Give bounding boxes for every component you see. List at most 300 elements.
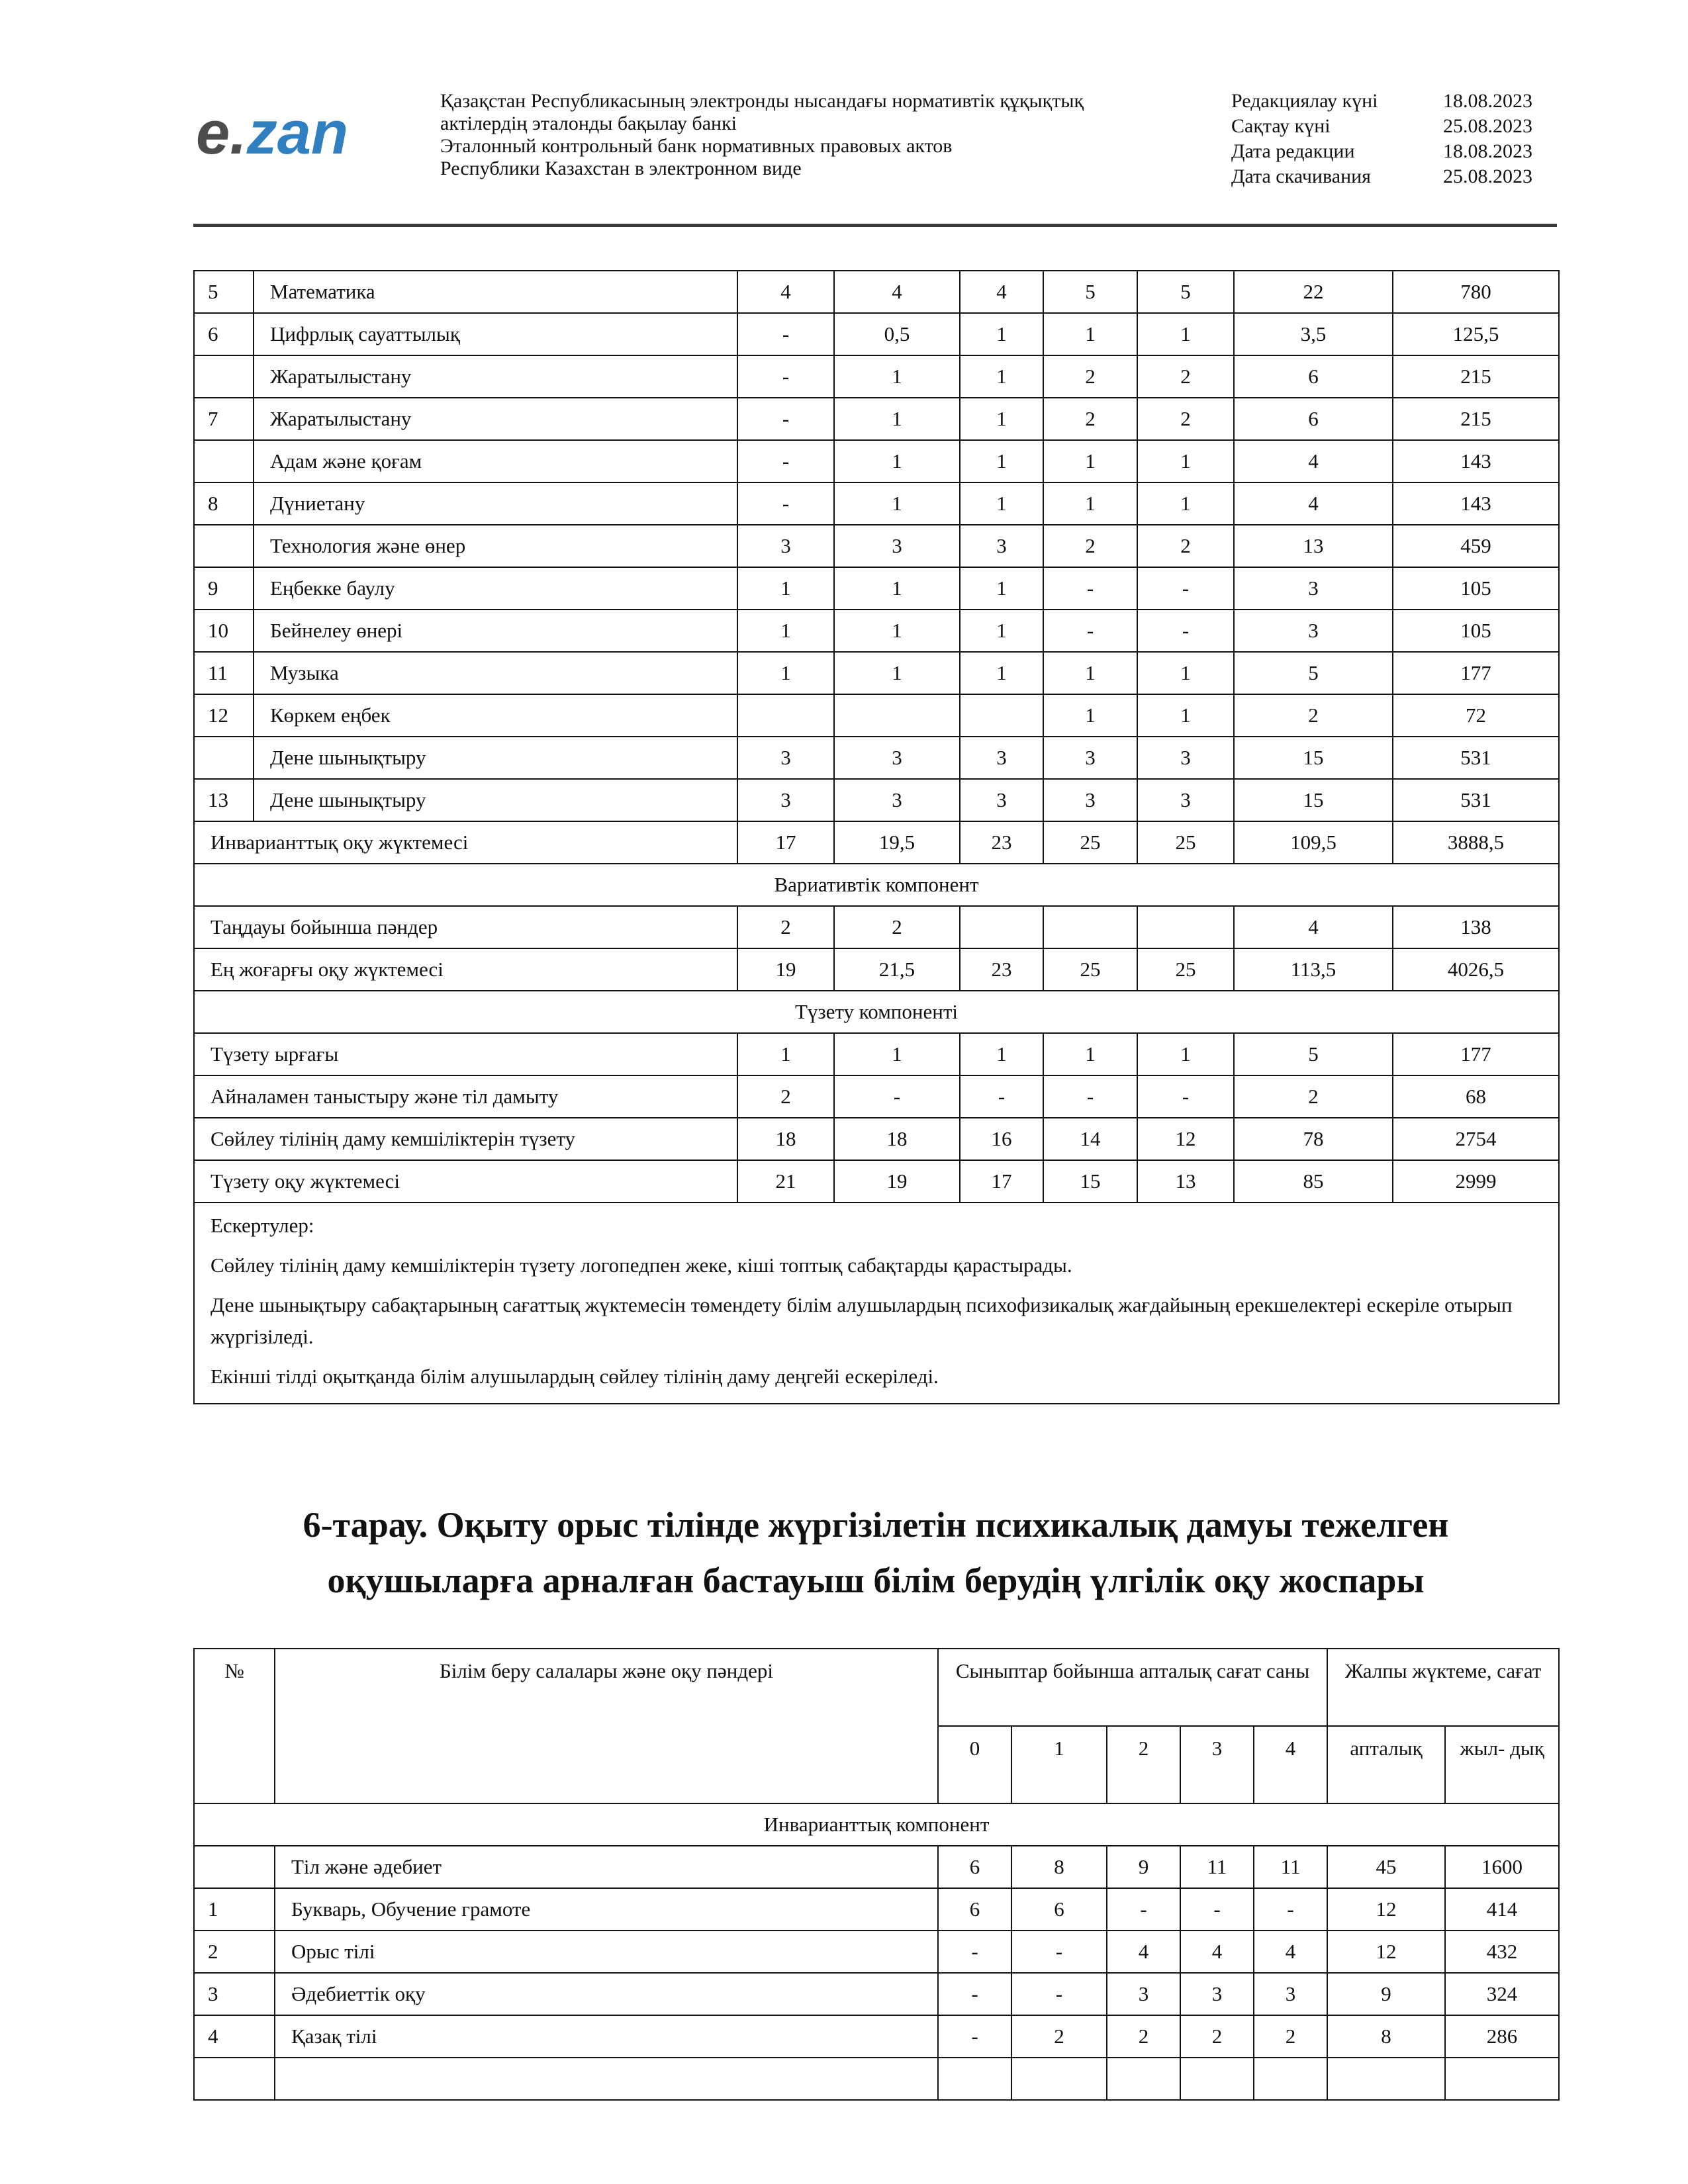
subject-cell: Технология және өнер [254, 525, 737, 567]
value-cell: 459 [1393, 525, 1559, 567]
value-cell: 19,5 [834, 821, 960, 864]
value-cell: 12 [1327, 1888, 1445, 1931]
value-cell: 2 [737, 906, 834, 948]
value-cell: 3888,5 [1393, 821, 1559, 864]
value-cell: 3 [1107, 1973, 1180, 2015]
section-title-line: 6-тарау. Оқыту орыс тілінде жүргізілетін психикалық дамуы тежелген [303, 1505, 1449, 1545]
value-cell: 105 [1393, 610, 1559, 652]
value-cell: 1 [834, 355, 960, 398]
value-cell: - [1137, 1075, 1234, 1118]
subject-cell: Музыка [254, 652, 737, 694]
value-cell: 215 [1393, 398, 1559, 440]
note-line: Сөйлеу тілінің даму кемшіліктерін түзету логопедпен жеке, кіші топтық сабақтарды қарастырады. [211, 1253, 1072, 1277]
ezan-logo [193, 99, 392, 172]
value-cell: - [1254, 1888, 1327, 1931]
value-cell: 1 [834, 1033, 960, 1075]
subject-cell: Адам және қоғам [254, 440, 737, 482]
header-divider [193, 224, 1557, 227]
row-number-cell: 5 [194, 271, 254, 313]
row-number-cell [194, 525, 254, 567]
value-cell: 4 [1234, 482, 1393, 525]
table-row [194, 1160, 1559, 1203]
value-cell: 1 [1043, 1033, 1137, 1075]
logo-e: e.zan [196, 99, 349, 167]
section-header-cell: Түзету компоненті [194, 991, 1559, 1033]
value-cell [834, 694, 960, 737]
value-cell: 1 [960, 567, 1043, 610]
value-cell: 5 [1137, 271, 1234, 313]
value-cell: - [1043, 1075, 1137, 1118]
row-number-cell [194, 737, 254, 779]
value-cell: 5 [1234, 652, 1393, 694]
value-cell: 72 [1393, 694, 1559, 737]
empty-cell [275, 2058, 938, 2100]
value-cell: 21,5 [834, 948, 960, 991]
value-cell: 85 [1234, 1160, 1393, 1203]
col-header-number: № [194, 1649, 275, 1803]
value-cell: 138 [1393, 906, 1559, 948]
total-label-cell: Сөйлеу тілінің даму кемшіліктерін түзету [194, 1118, 737, 1160]
value-cell: - [960, 1075, 1043, 1118]
subject-cell: Жаратылыстану [254, 398, 737, 440]
subject-cell: Орыс тілі [275, 1931, 938, 1973]
value-cell: 13 [1234, 525, 1393, 567]
meta-value: 25.08.2023 [1443, 115, 1532, 137]
meta-value: 18.08.2023 [1443, 140, 1532, 162]
value-cell: - [737, 482, 834, 525]
value-cell: 18 [834, 1118, 960, 1160]
value-cell [737, 694, 834, 737]
value-cell: 414 [1445, 1888, 1559, 1931]
header-line: Қазақстан Республикасының электронды нысандағы нормативтік құқықтық [440, 90, 1084, 112]
table-row [194, 864, 1559, 906]
table-row [194, 482, 1559, 525]
value-cell: 8 [1327, 2015, 1445, 2058]
col-header-grade: 4 [1254, 1726, 1327, 1803]
value-cell: 2 [1043, 398, 1137, 440]
value-cell: 23 [960, 948, 1043, 991]
value-cell: 143 [1393, 440, 1559, 482]
value-cell: 4 [1180, 1931, 1254, 1973]
value-cell: 9 [1327, 1973, 1445, 2015]
col-header-weekly-hours: Сыныптар бойынша апталық сағат саны [938, 1649, 1327, 1726]
row-number-cell: 2 [194, 1931, 275, 1973]
table-row [194, 1846, 1559, 1888]
table-row [194, 652, 1559, 694]
value-cell: 2 [737, 1075, 834, 1118]
col-header-total-load: Жалпы жүктеме, сағат [1327, 1649, 1559, 1726]
value-cell: 5 [1234, 1033, 1393, 1075]
value-cell: 19 [737, 948, 834, 991]
value-cell: 16 [960, 1118, 1043, 1160]
value-cell: 17 [737, 821, 834, 864]
meta-row [1231, 114, 1549, 139]
value-cell: - [1011, 1931, 1107, 1973]
header-dates [1231, 89, 1549, 189]
value-cell: 1 [834, 652, 960, 694]
table-row [194, 1033, 1559, 1075]
value-cell: 4 [960, 271, 1043, 313]
value-cell: 3 [960, 525, 1043, 567]
value-cell: 2 [1137, 398, 1234, 440]
value-cell: 1 [1043, 482, 1137, 525]
section-title-line: оқушыларға арналған бастауыш білім берудің үлгілік оқу жоспары [327, 1561, 1425, 1600]
value-cell: 3,5 [1234, 313, 1393, 355]
value-cell: 6 [1234, 355, 1393, 398]
value-cell: 143 [1393, 482, 1559, 525]
table-row [194, 440, 1559, 482]
total-label-cell: Түзету оқу жүктемесі [194, 1160, 737, 1203]
subject-cell: Қазақ тілі [275, 2015, 938, 2058]
value-cell: - [1137, 567, 1234, 610]
table-row [194, 1973, 1559, 2015]
value-cell: 1 [960, 440, 1043, 482]
col-header-weekly: апталық [1327, 1726, 1445, 1803]
value-cell: 9 [1107, 1846, 1180, 1888]
value-cell: 2 [1043, 355, 1137, 398]
notes-title: Ескертулер: [211, 1214, 314, 1237]
total-label-cell: Түзету ырғағы [194, 1033, 737, 1075]
value-cell: 3 [960, 737, 1043, 779]
value-cell: 25 [1043, 948, 1137, 991]
table-row [194, 779, 1559, 821]
value-cell: 3 [1180, 1973, 1254, 2015]
value-cell: 3 [960, 779, 1043, 821]
meta-label: Редакциялау күні [1231, 90, 1378, 112]
empty-cell [1254, 2058, 1327, 2100]
value-cell: 2 [1234, 694, 1393, 737]
value-cell: 14 [1043, 1118, 1137, 1160]
value-cell: 12 [1137, 1118, 1234, 1160]
value-cell: 432 [1445, 1931, 1559, 1973]
value-cell: 6 [1234, 398, 1393, 440]
value-cell: 1 [1137, 313, 1234, 355]
meta-value: 25.08.2023 [1443, 165, 1532, 187]
value-cell: 113,5 [1234, 948, 1393, 991]
value-cell: 215 [1393, 355, 1559, 398]
value-cell: - [737, 313, 834, 355]
table-row [194, 2015, 1559, 2058]
subject-cell: Дүниетану [254, 482, 737, 525]
value-cell: 3 [1137, 737, 1234, 779]
value-cell: 2 [1234, 1075, 1393, 1118]
value-cell: 3 [834, 779, 960, 821]
value-cell: 3 [737, 779, 834, 821]
value-cell: 1 [834, 610, 960, 652]
row-number-cell [194, 1846, 275, 1888]
value-cell: 780 [1393, 271, 1559, 313]
row-number-cell: 8 [194, 482, 254, 525]
value-cell: - [938, 1973, 1011, 2015]
value-cell: 1 [960, 610, 1043, 652]
meta-label: Дата скачивания [1231, 165, 1371, 187]
table-row [194, 567, 1559, 610]
value-cell: 68 [1393, 1075, 1559, 1118]
value-cell: 3 [1254, 1973, 1327, 2015]
value-cell: 1 [960, 482, 1043, 525]
value-cell: 2 [1137, 525, 1234, 567]
header-title-block [440, 90, 1084, 180]
note-line: Екінші тілді оқытқанда білім алушылардың сөйлеу тілінің даму деңгейі ескеріледі. [211, 1365, 939, 1388]
meta-label: Дата редакции [1231, 140, 1355, 162]
table-row [194, 313, 1559, 355]
value-cell: 1 [1043, 652, 1137, 694]
empty-cell [1445, 2058, 1559, 2100]
meta-row [1231, 139, 1549, 164]
value-cell: 25 [1137, 948, 1234, 991]
table-row [194, 398, 1559, 440]
value-cell: 4 [737, 271, 834, 313]
meta-row [1231, 164, 1549, 189]
table-row [194, 694, 1559, 737]
curriculum-table-russian-body [194, 1803, 1559, 2100]
meta-label: Сақтау күні [1231, 115, 1331, 137]
value-cell: 1 [1043, 440, 1137, 482]
subject-cell: Бейнелеу өнері [254, 610, 737, 652]
value-cell: 1 [737, 567, 834, 610]
value-cell: 15 [1234, 779, 1393, 821]
value-cell: 109,5 [1234, 821, 1393, 864]
total-label-cell: Ең жоғарғы оқу жүктемесі [194, 948, 737, 991]
value-cell: 2754 [1393, 1118, 1559, 1160]
value-cell: 1 [1137, 440, 1234, 482]
total-label-cell: Таңдауы бойынша пәндер [194, 906, 737, 948]
value-cell: 21 [737, 1160, 834, 1203]
note-line: Дене шынықтыру сабақтарының сағаттық жүктемесін төмендету білім алушылардың психофизикалық жағдайының ерекшелектері ескеріле отырып жүргізіледі. [211, 1293, 1513, 1348]
row-number-cell: 10 [194, 610, 254, 652]
value-cell: 2999 [1393, 1160, 1559, 1203]
col-header-yearly: жыл- дық [1445, 1726, 1559, 1803]
value-cell: 4 [1234, 906, 1393, 948]
value-cell: 3 [834, 525, 960, 567]
table-row [194, 948, 1559, 991]
value-cell: 1 [1137, 694, 1234, 737]
value-cell: 1600 [1445, 1846, 1559, 1888]
value-cell: 45 [1327, 1846, 1445, 1888]
value-cell: 13 [1137, 1160, 1234, 1203]
value-cell: 2 [1137, 355, 1234, 398]
row-number-cell: 7 [194, 398, 254, 440]
curriculum-table-body [194, 271, 1559, 1404]
value-cell: - [1011, 1973, 1107, 2015]
table-row [194, 737, 1559, 779]
value-cell: 1 [834, 567, 960, 610]
table-row [194, 1075, 1559, 1118]
row-number-cell: 4 [194, 2015, 275, 2058]
value-cell: 1 [1043, 694, 1137, 737]
empty-cell [938, 2058, 1011, 2100]
value-cell [1137, 906, 1234, 948]
table-row [194, 271, 1559, 313]
col-header-grade: 3 [1180, 1726, 1254, 1803]
total-label-cell: Инварианттық оқу жүктемесі [194, 821, 737, 864]
value-cell: 15 [1043, 1160, 1137, 1203]
subject-cell: Букварь, Обучение грамоте [275, 1888, 938, 1931]
value-cell: 18 [737, 1118, 834, 1160]
value-cell [960, 694, 1043, 737]
value-cell: 1 [1137, 652, 1234, 694]
section-title [193, 1497, 1558, 1608]
value-cell: 1 [1043, 313, 1137, 355]
value-cell: 1 [834, 482, 960, 525]
header-line: Республики Казахстан в электронном виде [440, 158, 802, 179]
value-cell: 8 [1011, 1846, 1107, 1888]
value-cell: 4 [834, 271, 960, 313]
value-cell: 11 [1254, 1846, 1327, 1888]
col-header-grade: 1 [1011, 1726, 1107, 1803]
subject-cell: Дене шынықтыру [254, 779, 737, 821]
value-cell: 125,5 [1393, 313, 1559, 355]
total-label-cell: Айналамен таныстыру және тіл дамыту [194, 1075, 737, 1118]
value-cell: 4 [1234, 440, 1393, 482]
col-header-subjects: Білім беру салалары және оқу пәндері [275, 1649, 938, 1803]
value-cell: 2 [834, 906, 960, 948]
table-row [194, 821, 1559, 864]
value-cell: 25 [1043, 821, 1137, 864]
value-cell: 2 [1180, 2015, 1254, 2058]
row-number-cell: 9 [194, 567, 254, 610]
value-cell: 177 [1393, 1033, 1559, 1075]
value-cell: 2 [1254, 2015, 1327, 2058]
value-cell: 11 [1180, 1846, 1254, 1888]
empty-cell [1180, 2058, 1254, 2100]
value-cell: 177 [1393, 652, 1559, 694]
curriculum-table-continued [193, 270, 1560, 1404]
value-cell: - [1107, 1888, 1180, 1931]
table-row [194, 525, 1559, 567]
value-cell: - [737, 398, 834, 440]
row-number-cell: 11 [194, 652, 254, 694]
value-cell: - [1043, 610, 1137, 652]
value-cell: 105 [1393, 567, 1559, 610]
table-row [194, 991, 1559, 1033]
table-row [194, 355, 1559, 398]
value-cell: 3 [1234, 610, 1393, 652]
value-cell: 2 [1011, 2015, 1107, 2058]
value-cell: 1 [737, 1033, 834, 1075]
value-cell: 19 [834, 1160, 960, 1203]
value-cell [960, 906, 1043, 948]
subject-cell: Тіл және әдебиет [275, 1846, 938, 1888]
value-cell: 3 [1137, 779, 1234, 821]
value-cell: 17 [960, 1160, 1043, 1203]
value-cell: 3 [1043, 779, 1137, 821]
value-cell: 1 [737, 610, 834, 652]
value-cell: 531 [1393, 737, 1559, 779]
empty-cell [194, 2058, 275, 2100]
value-cell: 1 [960, 313, 1043, 355]
value-cell: - [1180, 1888, 1254, 1931]
subject-cell: Цифрлық сауаттылық [254, 313, 737, 355]
row-number-cell [194, 440, 254, 482]
header-line: актілердің эталонды бақылау банкі [440, 113, 737, 134]
row-number-cell: 3 [194, 1973, 275, 2015]
table-row [194, 1888, 1559, 1931]
curriculum-table-russian [193, 1648, 1560, 2101]
value-cell: 3 [1043, 737, 1137, 779]
col-header-grade: 2 [1107, 1726, 1180, 1803]
value-cell: 1 [737, 652, 834, 694]
value-cell: 15 [1234, 737, 1393, 779]
value-cell: 1 [834, 398, 960, 440]
section-header-cell: Инварианттық компонент [194, 1803, 1559, 1846]
value-cell: 3 [737, 737, 834, 779]
row-number-cell: 12 [194, 694, 254, 737]
value-cell: 286 [1445, 2015, 1559, 2058]
meta-row [1231, 89, 1549, 114]
value-cell: - [938, 2015, 1011, 2058]
table-row [194, 2058, 1559, 2100]
value-cell: 1 [960, 1033, 1043, 1075]
table-row [194, 1118, 1559, 1160]
value-cell: 324 [1445, 1973, 1559, 2015]
value-cell: - [737, 440, 834, 482]
value-cell: 2 [1107, 2015, 1180, 2058]
meta-value: 18.08.2023 [1443, 90, 1532, 112]
value-cell: 6 [1011, 1888, 1107, 1931]
value-cell: 3 [737, 525, 834, 567]
subject-cell: Еңбекке баулу [254, 567, 737, 610]
header-line: Эталонный контрольный банк нормативных правовых актов [440, 135, 953, 157]
empty-cell [1107, 2058, 1180, 2100]
subject-cell: Математика [254, 271, 737, 313]
subject-cell: Әдебиеттік оқу [275, 1973, 938, 2015]
table-row [194, 1203, 1559, 1404]
table-row [194, 906, 1559, 948]
value-cell: 1 [960, 398, 1043, 440]
table-row [194, 610, 1559, 652]
value-cell: 22 [1234, 271, 1393, 313]
value-cell: 5 [1043, 271, 1137, 313]
subject-cell: Көркем еңбек [254, 694, 737, 737]
value-cell: 12 [1327, 1931, 1445, 1973]
value-cell: 531 [1393, 779, 1559, 821]
value-cell: 1 [960, 355, 1043, 398]
value-cell: 1 [1137, 1033, 1234, 1075]
value-cell: 6 [938, 1888, 1011, 1931]
value-cell: 3 [834, 737, 960, 779]
value-cell: 1 [960, 652, 1043, 694]
value-cell: 0,5 [834, 313, 960, 355]
value-cell: - [1137, 610, 1234, 652]
row-number-cell: 6 [194, 313, 254, 355]
row-number-cell: 1 [194, 1888, 275, 1931]
section-header-cell: Вариативтік компонент [194, 864, 1559, 906]
subject-cell: Дене шынықтыру [254, 737, 737, 779]
value-cell [1043, 906, 1137, 948]
table-row [194, 1803, 1559, 1846]
col-header-grade: 0 [938, 1726, 1011, 1803]
value-cell: - [737, 355, 834, 398]
value-cell: 78 [1234, 1118, 1393, 1160]
value-cell: 4 [1107, 1931, 1180, 1973]
value-cell: 2 [1043, 525, 1137, 567]
empty-cell [1327, 2058, 1445, 2100]
row-number-cell [194, 355, 254, 398]
empty-cell [1011, 2058, 1107, 2100]
value-cell: 25 [1137, 821, 1234, 864]
value-cell: 1 [834, 440, 960, 482]
row-number-cell: 13 [194, 779, 254, 821]
subject-cell: Жаратылыстану [254, 355, 737, 398]
value-cell: - [834, 1075, 960, 1118]
notes-cell [194, 1203, 1559, 1404]
value-cell: 6 [938, 1846, 1011, 1888]
value-cell: 1 [1137, 482, 1234, 525]
value-cell: - [1043, 567, 1137, 610]
table-row [194, 1931, 1559, 1973]
value-cell: 4026,5 [1393, 948, 1559, 991]
